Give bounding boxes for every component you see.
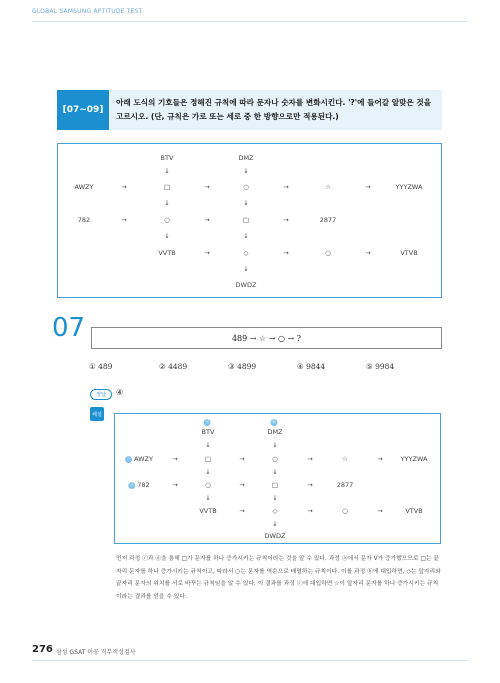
down-arrow: ↓ bbox=[205, 494, 211, 502]
row2-input: 782 bbox=[77, 216, 91, 224]
row3-symbol-diamond: ◇ bbox=[272, 507, 278, 515]
explanation-text: 먼저 과정 ⓒ과 ⓓ을 통해 □가 문자를 하나 증가시키는 규칙이라는 것을 알 수 있다. 과정 ⓐ에서 문자 V가 증가했으므로 □는 끝자리 문자를 하나 증가시키는 규칙이고, 따라서 ○는 문자를 역순으로 배열하는 규칙이다. 이를 과정 ⓑ에 대입하면, ◇는 앞자리와 끝자리 문자의 위치를 서로 바꾸는 규칙임을 알 수 있다. 이 결과를 과정 ⓒ에 대입하면 ☆이 앞자리 문자를 하나 증가시키는 규칙이라는 결과를 얻을 수 있다. bbox=[116, 556, 441, 600]
mark-a-icon: ⓐ bbox=[204, 419, 210, 425]
down-arrow: ↓ bbox=[164, 167, 170, 175]
row1-symbol-square: □ bbox=[204, 455, 212, 463]
mark-d-icon: ⓓ bbox=[129, 482, 135, 488]
row1-symbol-circle: ○ bbox=[272, 455, 278, 463]
down-arrow: ↓ bbox=[243, 199, 249, 207]
right-arrow: → bbox=[204, 216, 210, 224]
row1-symbol-square: □ bbox=[163, 183, 171, 191]
top-label-1: BTV bbox=[160, 154, 174, 162]
down-arrow: ↓ bbox=[243, 265, 249, 273]
row3-symbol-circle: ○ bbox=[342, 507, 348, 515]
down-arrow: ↓ bbox=[164, 199, 170, 207]
right-arrow: → bbox=[377, 455, 383, 463]
rule-diagram bbox=[57, 143, 442, 298]
answer-badge: 정답 bbox=[90, 389, 112, 400]
row1-input: AWZY bbox=[74, 183, 94, 191]
instruction-text: 아래 도식의 기호들은 정해진 규칙에 따라 문자나 숫자를 변화시킨다. '?'에 들어갈 알맞은 것을 고르시오. (단, 규칙은 가로 또는 세로 중 한 방향으로만 적용된다.) bbox=[116, 98, 432, 121]
row2-input: 782 bbox=[137, 481, 150, 489]
row1-input: AWZY bbox=[134, 455, 153, 463]
down-arrow: ↓ bbox=[272, 468, 278, 476]
row3-symbol-diamond: ◇ bbox=[243, 249, 249, 257]
row1-output: YYYZWA bbox=[395, 183, 423, 191]
mark-a bbox=[204, 418, 213, 426]
down-arrow: ↓ bbox=[272, 520, 278, 528]
right-arrow: → bbox=[172, 455, 178, 463]
row2-symbol-circle: ○ bbox=[164, 216, 170, 224]
top-label-2: DMZ bbox=[267, 428, 283, 436]
solution-diagram bbox=[114, 413, 441, 544]
row2-symbol-circle: ○ bbox=[205, 481, 211, 489]
question-expression: 489 → ☆ → ○ → ? bbox=[91, 327, 442, 349]
right-arrow: → bbox=[121, 216, 127, 224]
down-arrow: ↓ bbox=[243, 232, 249, 240]
book-title: 삼성 GSAT 이공 직무적성검사 bbox=[56, 649, 136, 656]
right-arrow: → bbox=[307, 507, 313, 515]
down-arrow: ↓ bbox=[205, 468, 211, 476]
right-arrow: → bbox=[283, 183, 289, 191]
mark-b bbox=[271, 418, 280, 426]
right-arrow: → bbox=[239, 481, 245, 489]
row3-symbol-circle: ○ bbox=[325, 249, 331, 257]
right-arrow: → bbox=[307, 455, 313, 463]
right-arrow: → bbox=[239, 455, 245, 463]
right-arrow: → bbox=[121, 183, 127, 191]
down-arrow: ↓ bbox=[272, 494, 278, 502]
right-arrow: → bbox=[204, 249, 210, 257]
header-divider bbox=[32, 21, 468, 22]
right-arrow: → bbox=[307, 481, 313, 489]
page-number: 276 bbox=[32, 644, 53, 655]
down-arrow: ↓ bbox=[164, 232, 170, 240]
down-arrow: ↓ bbox=[205, 441, 211, 449]
row2-symbol-square: □ bbox=[271, 481, 279, 489]
right-arrow: → bbox=[365, 183, 371, 191]
right-arrow: → bbox=[204, 183, 210, 191]
option-5[interactable]: ⑤ 9984 bbox=[366, 362, 395, 371]
down-arrow: ↓ bbox=[243, 167, 249, 175]
mark-b-icon: ⓑ bbox=[271, 419, 277, 425]
right-arrow: → bbox=[377, 507, 383, 515]
row2-output: 2877 bbox=[336, 481, 354, 489]
row2-output: 2877 bbox=[319, 216, 337, 224]
row1-symbol-star: ☆ bbox=[342, 455, 348, 463]
explanation-badge: 해설 bbox=[90, 407, 104, 421]
right-arrow: → bbox=[283, 216, 289, 224]
row2-symbol-square: □ bbox=[242, 216, 250, 224]
row1-label bbox=[125, 455, 153, 463]
right-arrow: → bbox=[239, 507, 245, 515]
row1-symbol-star: ☆ bbox=[325, 183, 331, 191]
row1-output: YYYZWA bbox=[400, 455, 428, 463]
top-label-1: BTV bbox=[201, 428, 215, 436]
running-header: GLOBAL SAMSUNG APTITUDE TEST bbox=[32, 8, 143, 15]
option-1[interactable]: ① 489 bbox=[89, 362, 113, 371]
row3-output: VTVB bbox=[400, 249, 418, 257]
right-arrow: → bbox=[365, 249, 371, 257]
top-label-2: DMZ bbox=[238, 154, 254, 162]
instruction-label: [07~09] bbox=[57, 90, 109, 130]
row3-input: VVTB bbox=[158, 249, 176, 257]
answer-value: ④ bbox=[116, 388, 124, 397]
bottom-label: DWDZ bbox=[235, 281, 257, 289]
mark-c-icon: ⓒ bbox=[126, 456, 131, 462]
row3-output: VTVB bbox=[405, 507, 423, 515]
down-arrow: ↓ bbox=[272, 441, 278, 449]
option-4[interactable]: ④ 9844 bbox=[297, 362, 326, 371]
bottom-label: DWDZ bbox=[264, 532, 286, 540]
row1-symbol-circle: ○ bbox=[243, 183, 249, 191]
row2-label bbox=[128, 481, 149, 489]
question-number: 07 bbox=[52, 313, 86, 343]
option-2[interactable]: ② 4489 bbox=[159, 362, 188, 371]
right-arrow: → bbox=[283, 249, 289, 257]
footer-divider bbox=[32, 660, 468, 661]
row3-input: VVTB bbox=[199, 507, 217, 515]
option-3[interactable]: ③ 4899 bbox=[228, 362, 257, 371]
right-arrow: → bbox=[172, 481, 178, 489]
